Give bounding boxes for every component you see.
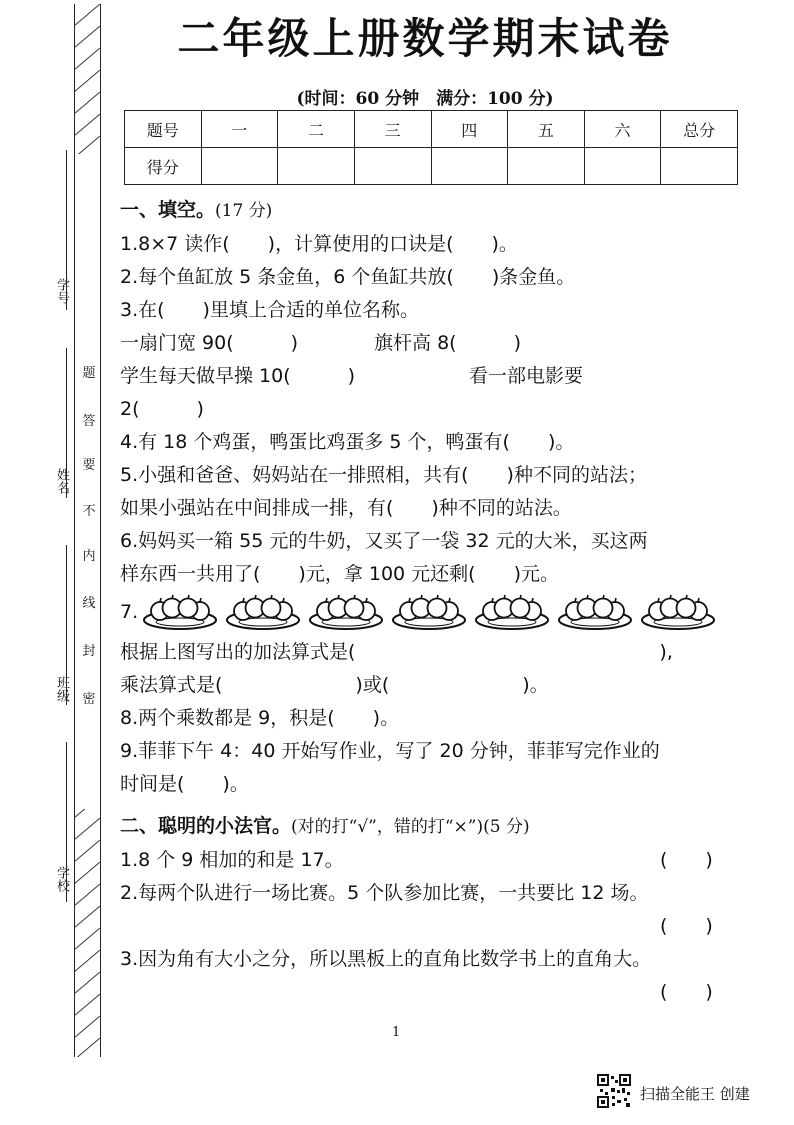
section-2-heading	[120, 814, 530, 839]
question-line: 3.在( )里填上合适的单位名称。	[120, 299, 419, 321]
hatch-strip	[74, 4, 100, 1057]
section-2-title: 二、聪明的小法官。	[120, 815, 292, 837]
school-label: 学校	[54, 866, 69, 892]
page-title: 二年级上册数学期末试卷	[177, 14, 673, 63]
answer-box[interactable]: ( )	[660, 915, 713, 937]
seal-char: 密	[82, 692, 96, 707]
judge-item: 3.因为角有大小之分，所以黑板上的直角比数学书上的直角大。	[120, 948, 652, 970]
class-field[interactable]	[66, 545, 67, 705]
apple-plate-icon	[393, 595, 465, 629]
score-input-cell[interactable]	[201, 148, 278, 185]
score-table-score-row	[125, 148, 738, 185]
score-table-header-row	[125, 111, 738, 148]
question-line: 根据上图写出的加法算式是( ),	[120, 641, 673, 663]
school-field[interactable]	[66, 742, 67, 902]
question-line: 一扇门宽 90( ) 旗杆高 8( )	[120, 332, 521, 354]
score-cell: 四	[431, 111, 508, 148]
name-label: 姓名	[54, 468, 69, 494]
question-line: 学生每天做早操 10( ) 看一部电影要	[120, 365, 584, 387]
score-cell: 二	[278, 111, 355, 148]
apple-plate-icon	[642, 595, 714, 629]
question-line: 1.8×7 读作( )，计算使用的口诀是( )。	[120, 233, 518, 255]
footer-brand: 扫描全能王 创建	[640, 1085, 750, 1103]
student-number-field[interactable]	[66, 150, 67, 310]
score-input-cell[interactable]	[278, 148, 355, 185]
seal-char: 不	[82, 504, 96, 519]
apple-plates-illustration	[142, 590, 732, 634]
question-line: 5.小强和爸爸、妈妈站在一排照相，共有( )种不同的站法；	[120, 464, 647, 486]
margin-line-outer	[100, 4, 101, 1057]
seal-char: 题	[82, 366, 96, 381]
score-input-cell[interactable]	[661, 148, 738, 185]
question-line: 4.有 18 个鸡蛋，鸭蛋比鸡蛋多 5 个，鸭蛋有( )。	[120, 431, 575, 453]
question-line: 样东西一共用了( )元，拿 100 元还剩( )元。	[120, 563, 559, 585]
score-input-cell[interactable]	[584, 148, 661, 185]
section-1-title: 一、填空。	[120, 199, 216, 221]
seal-char: 要	[82, 458, 96, 473]
apple-plate-icon	[476, 595, 548, 629]
seal-char: 答	[82, 414, 96, 429]
score-cell: 五	[508, 111, 585, 148]
student-number-label: 学号	[54, 278, 69, 304]
answer-box[interactable]: ( )	[660, 849, 713, 871]
section-2-note: (对的打“√”，错的打“×”)(5 分)	[291, 817, 530, 837]
section-1-heading	[120, 198, 272, 223]
score-input-cell[interactable]	[354, 148, 431, 185]
class-label: 班级	[54, 676, 69, 702]
score-input-cell[interactable]	[431, 148, 508, 185]
section-1-points: (17 分)	[215, 201, 273, 221]
question-line: 2( )	[120, 398, 204, 420]
score-cell: 三	[354, 111, 431, 148]
name-field[interactable]	[66, 348, 67, 498]
judge-item: 2.每两个队进行一场比赛。5 个队参加比赛，一共要比 12 场。	[120, 882, 649, 904]
question-line: 如果小强站在中间排成一排，有( )种不同的站法。	[120, 497, 572, 519]
page-number: 1	[392, 1025, 401, 1040]
apple-plate-icon	[227, 595, 299, 629]
score-row-label: 得分	[125, 148, 202, 185]
score-cell: 题号	[125, 111, 202, 148]
apple-plate-icon	[144, 595, 216, 629]
score-cell: 六	[584, 111, 661, 148]
qr-code-icon	[597, 1074, 631, 1108]
judge-item: 1.8 个 9 相加的和是 17。	[120, 849, 344, 871]
seal-char: 封	[82, 644, 96, 659]
score-cell: 一	[201, 111, 278, 148]
seal-char: 线	[82, 596, 96, 611]
question-line: 乘法算式是( )或( )。	[120, 674, 549, 696]
question-line: 7.	[120, 601, 139, 623]
apple-plate-icon	[310, 595, 382, 629]
question-line: 时间是( )。	[120, 773, 249, 795]
score-cell: 总分	[661, 111, 738, 148]
question-line: 6.妈妈买一箱 55 元的牛奶，又买了一袋 32 元的大米，买这两	[120, 530, 648, 552]
exam-subtitle: (时间：60 分钟 满分：100 分)	[296, 89, 554, 109]
question-line: 9.菲菲下午 4：40 开始写作业，写了 20 分钟，菲菲写完作业的	[120, 740, 660, 762]
binding-margin	[0, 0, 110, 1125]
question-line: 2.每个鱼缸放 5 条金鱼，6 个鱼缸共放( )条金鱼。	[120, 266, 576, 288]
score-input-cell[interactable]	[508, 148, 585, 185]
apple-plate-icon	[559, 595, 631, 629]
answer-box[interactable]: ( )	[660, 981, 713, 1003]
seal-char: 内	[82, 549, 96, 564]
score-table	[124, 110, 738, 185]
question-line: 8.两个乘数都是 9，积是( )。	[120, 707, 400, 729]
